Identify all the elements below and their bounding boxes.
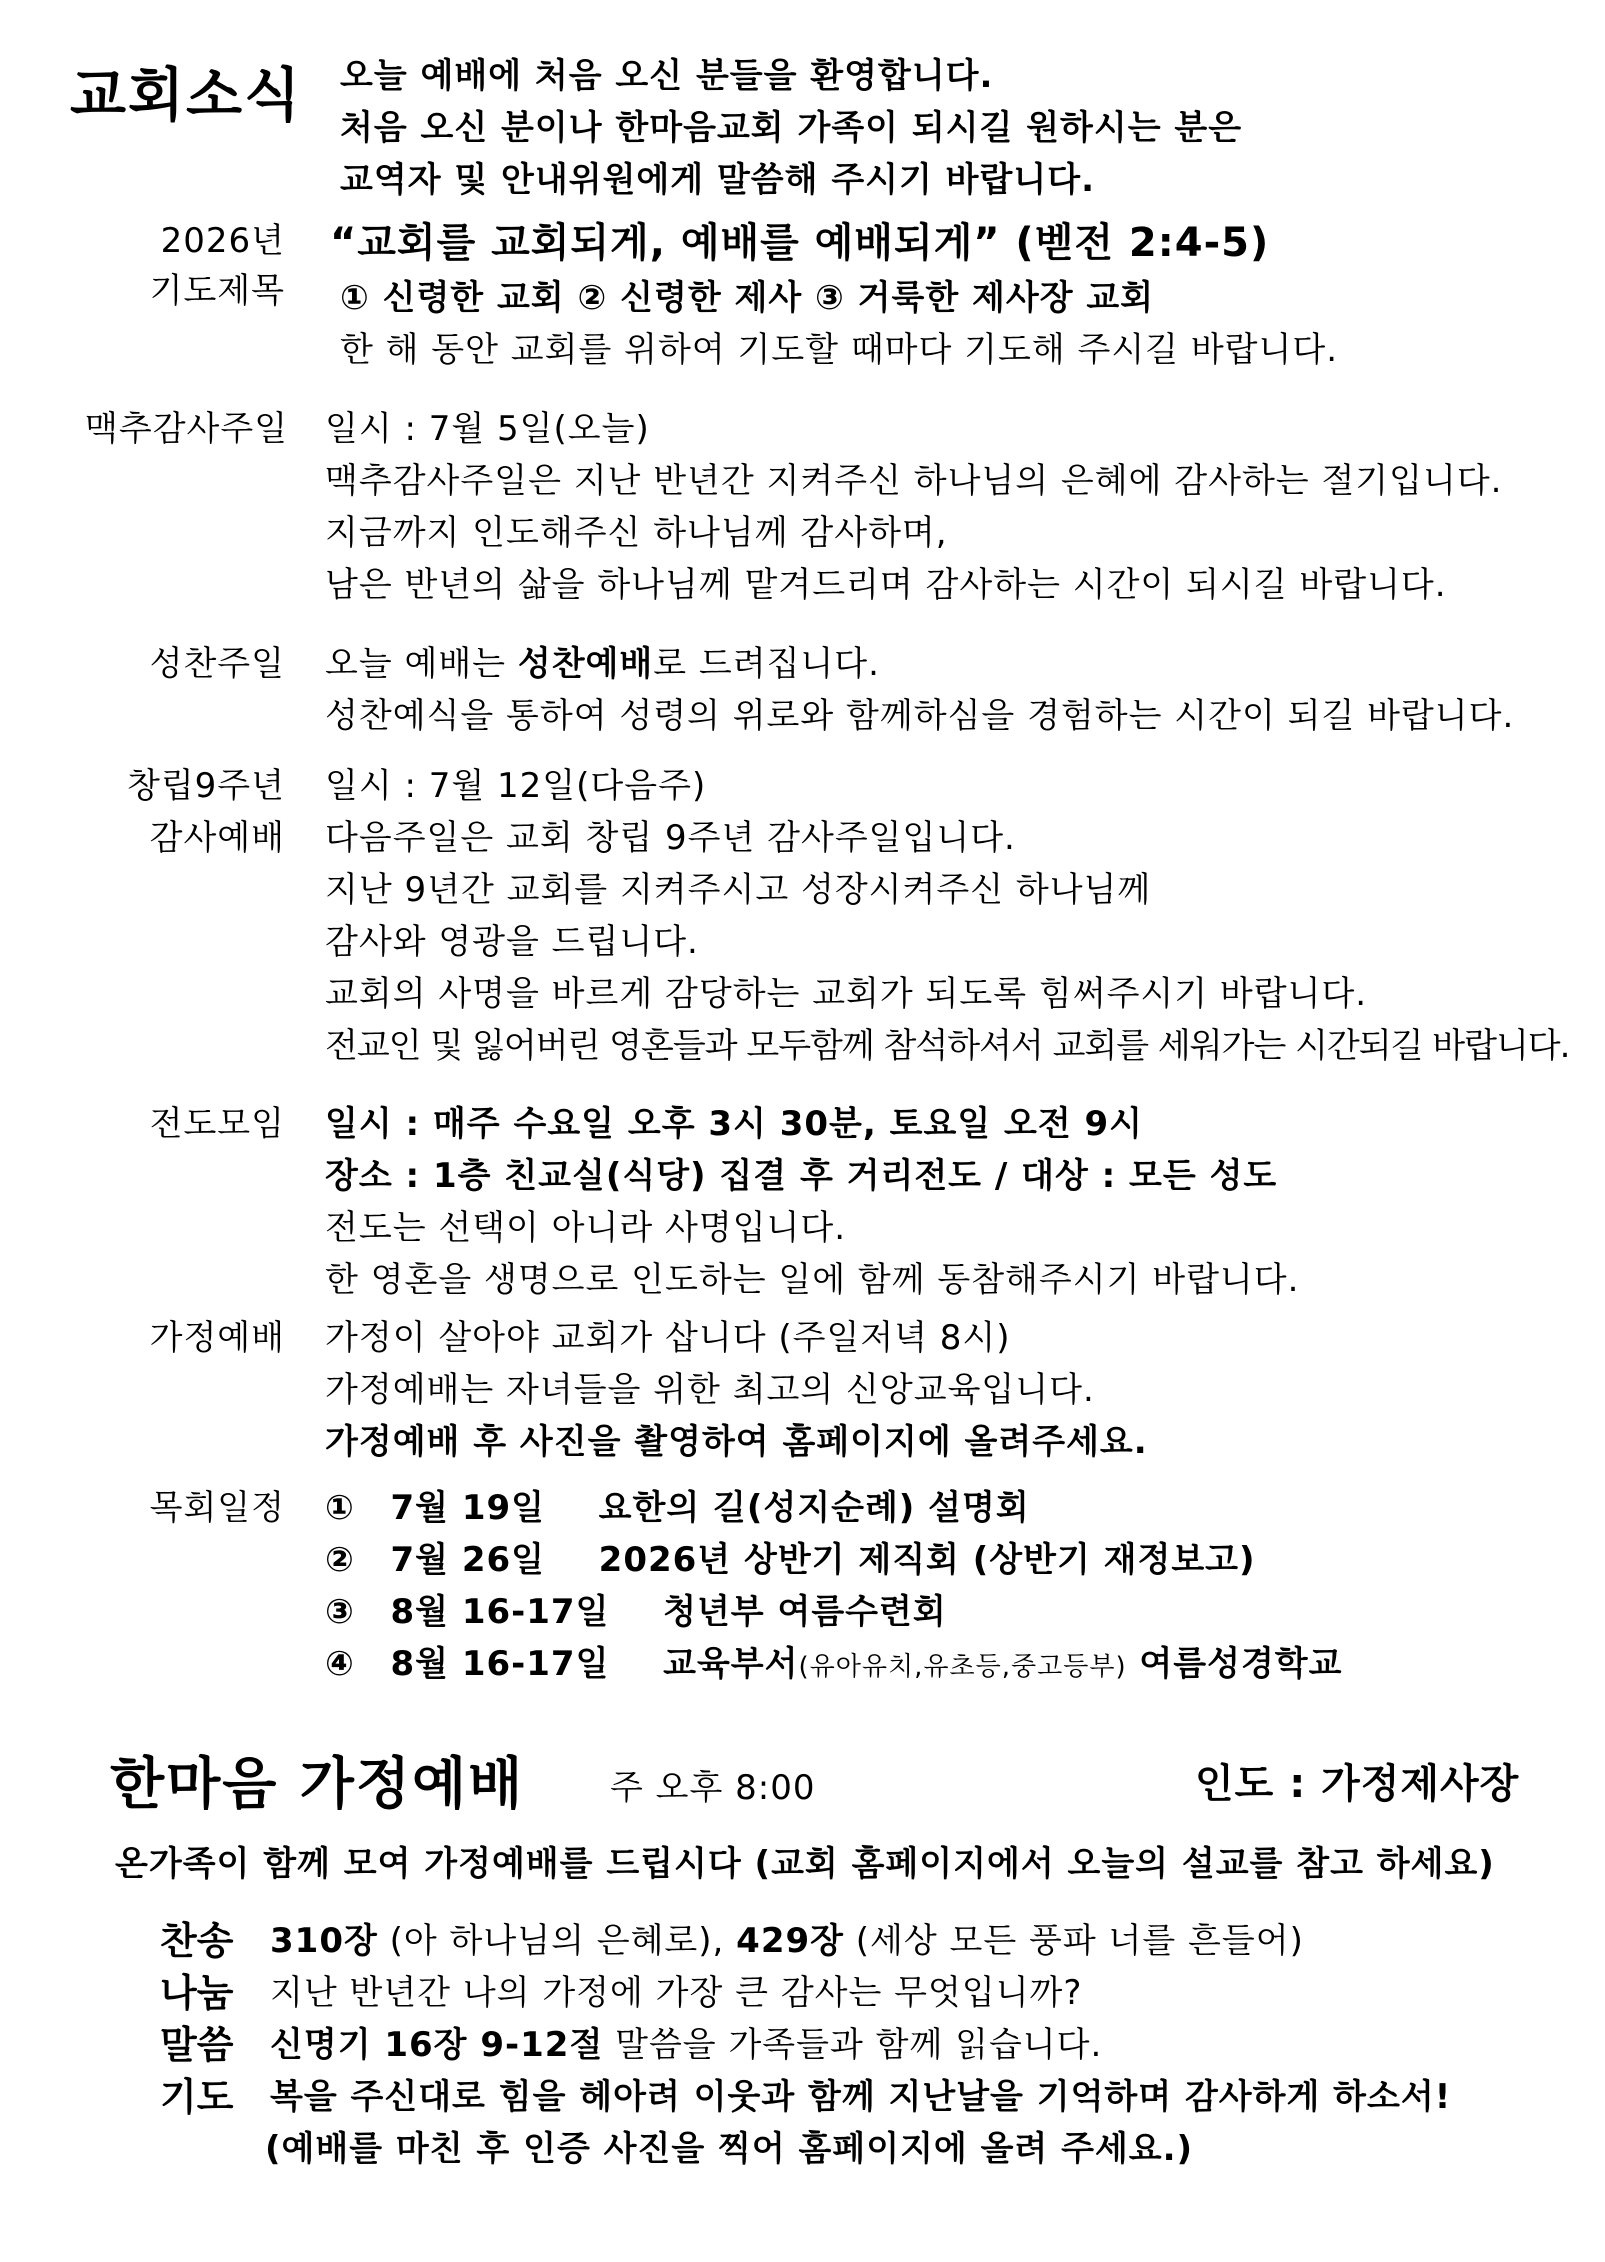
anniversary-label: 감사예배 xyxy=(149,818,285,858)
anniversary-date: 일시 : 7월 12일(다음주) xyxy=(325,766,707,806)
body-line: 전도는 선택이 아니라 사명입니다. xyxy=(325,1208,847,1248)
prayer-request: 한 해 동안 교회를 위하여 기도할 때마다 기도해 주시길 바랍니다. xyxy=(340,330,1339,370)
body-line: 지금까지 인도해주신 하나님께 감사하며, xyxy=(325,513,948,553)
schedule-event: 요한의 길(성지순례) 설명회 xyxy=(598,1488,1030,1528)
schedule-note: (유아유치,유초등,중고등부) xyxy=(798,1652,1127,1682)
evangelism-time: 일시 : 매주 수요일 오후 3시 30분, 토요일 오전 9시 xyxy=(325,1104,1144,1144)
welcome-line: 교역자 및 안내위원에게 말씀해 주시기 바랍니다. xyxy=(340,160,1095,200)
body-line: 다음주일은 교회 창립 9주년 감사주일입니다. xyxy=(325,818,1016,858)
text-segment-bold: 성찬예배 xyxy=(517,644,654,684)
hanmaeum-prayer: 복을 주신대로 힘을 헤아려 이웃과 함께 지난날을 기억하며 감사하게 하소서! xyxy=(270,2077,1452,2117)
thanksgiving-date: 일시 : 7월 5일(오늘) xyxy=(325,409,650,449)
schedule-date: 7월 26일 xyxy=(390,1540,545,1580)
body-line: 지난 9년간 교회를 지켜주시고 성장시켜주신 하나님께 xyxy=(325,870,1152,910)
welcome-line: 처음 오신 분이나 한마음교회 가족이 되시길 원하시는 분은 xyxy=(340,108,1243,148)
schedule-date: 7월 19일 xyxy=(390,1488,545,1528)
prayer-label-year: 2026년 xyxy=(160,221,285,261)
body-line: 성찬예식을 통하여 성령의 위로와 함께하심을 경험하는 시간이 되길 바랍니다. xyxy=(325,696,1515,736)
hanmaeum-title: 한마음 가정예배 xyxy=(110,1752,525,1817)
body-line: 남은 반년의 삶을 하나님께 맡겨드리며 감사하는 시간이 되시길 바랍니다. xyxy=(325,565,1447,605)
schedule-item xyxy=(325,1586,947,1638)
prayer-theme: “교회를 교회되게, 예배를 예배되게” (벧전 2:4-5) xyxy=(330,220,1270,266)
text-segment: (세상 모든 풍파 너를 흔들어) xyxy=(843,1921,1304,1961)
schedule-event: 여름성경학교 xyxy=(1126,1644,1343,1684)
schedule-num: ② xyxy=(325,1540,355,1580)
prayer-label: 기도제목 xyxy=(149,271,285,311)
schedule-date: 8월 16-17일 xyxy=(390,1592,610,1632)
hanmaeum-row-label: 기도 xyxy=(160,2075,234,2119)
family-worship-label: 가정예배 xyxy=(149,1318,285,1358)
schedule-label: 목회일정 xyxy=(149,1488,285,1528)
schedule-event: 청년부 여름수련회 xyxy=(663,1592,947,1632)
body-line: 맥추감사주일은 지난 반년간 지켜주신 하나님의 은혜에 감사하는 절기입니다. xyxy=(325,461,1503,501)
schedule-num: ④ xyxy=(325,1644,355,1684)
hanmaeum-row-label: 나눔 xyxy=(160,1971,234,2015)
text-segment: 오늘 예배는 xyxy=(325,644,518,684)
schedule-num: ① xyxy=(325,1488,355,1528)
evangelism-place: 장소 : 1층 친교실(식당) 집결 후 거리전도 / 대상 : 모든 성도 xyxy=(325,1156,1278,1196)
prayer-points: ① 신령한 교회 ② 신령한 제사 ③ 거룩한 제사장 교회 xyxy=(340,278,1155,318)
evangelism-label: 전도모임 xyxy=(149,1104,285,1144)
text-segment: 지난 반년간 나의 가정에 가장 큰 감사는 무엇입니까? xyxy=(270,1973,1083,2013)
thanksgiving-label: 맥추감사주일 xyxy=(85,409,289,449)
hanmaeum-closing: (예배를 마친 후 인증 사진을 찍어 홈페이지에 올려 주세요.) xyxy=(265,2129,1194,2169)
body-line: 감사와 영광을 드립니다. xyxy=(325,922,699,962)
schedule-event: 교육부서 xyxy=(663,1644,799,1684)
family-worship-notice: 가정예배 후 사진을 촬영하여 홈페이지에 올려주세요. xyxy=(325,1422,1148,1462)
hanmaeum-intro: 온가족이 함께 모여 가정예배를 드립시다 (교회 홈페이지에서 오늘의 설교를 참고 하세요) xyxy=(115,1844,1495,1884)
hanmaeum-row-label: 찬송 xyxy=(160,1919,234,1963)
welcome-line: 오늘 예배에 처음 오신 분들을 환영합니다. xyxy=(340,56,994,96)
text-segment-bold: 신명기 16장 9-12절 xyxy=(270,2025,604,2065)
hanmaeum-row xyxy=(270,1967,1082,2019)
schedule-num: ③ xyxy=(325,1592,355,1632)
schedule-item xyxy=(325,1638,1343,1693)
hanmaeum-leader: 인도 : 가정제사장 xyxy=(1195,1761,1520,1807)
body-line: 한 영혼을 생명으로 인도하는 일에 함께 동참해주시기 바랍니다. xyxy=(325,1260,1300,1300)
hanmaeum-row-label: 말씀 xyxy=(160,2023,234,2067)
section-title: 교회소식 xyxy=(70,61,303,129)
text-segment: (아 하나님의 은혜로), xyxy=(377,1921,737,1961)
communion-label: 성찬주일 xyxy=(149,644,285,684)
text-segment-bold: 310장 xyxy=(270,1921,378,1961)
body-line: 가정이 살아야 교회가 삽니다 (주일저녁 8시) xyxy=(325,1318,1011,1358)
text-segment: 로 드려집니다. xyxy=(653,644,880,684)
text-segment: 말씀을 가족들과 함께 읽습니다. xyxy=(603,2025,1103,2065)
schedule-date: 8월 16-17일 xyxy=(390,1644,610,1684)
anniversary-label: 창립9주년 xyxy=(126,766,285,806)
schedule-event: 2026년 상반기 제직회 (상반기 재정보고) xyxy=(598,1540,1256,1580)
hanmaeum-row xyxy=(270,1915,1304,1967)
communion-line xyxy=(325,638,880,690)
hanmaeum-time: 주 오후 8:00 xyxy=(610,1768,816,1808)
text-segment-bold: 429장 xyxy=(736,1921,844,1961)
body-line: 가정예배는 자녀들을 위한 최고의 신앙교육입니다. xyxy=(325,1370,1095,1410)
schedule-item xyxy=(325,1482,1030,1534)
body-line: 전교인 및 잃어버린 영혼들과 모두함께 참석하셔서 교회를 세워가는 시간되길 바랍니다. xyxy=(325,1026,1570,1066)
body-line: 교회의 사명을 바르게 감당하는 교회가 되도록 힘써주시기 바랍니다. xyxy=(325,974,1368,1014)
schedule-item xyxy=(325,1534,1256,1586)
hanmaeum-row xyxy=(270,2019,1102,2071)
